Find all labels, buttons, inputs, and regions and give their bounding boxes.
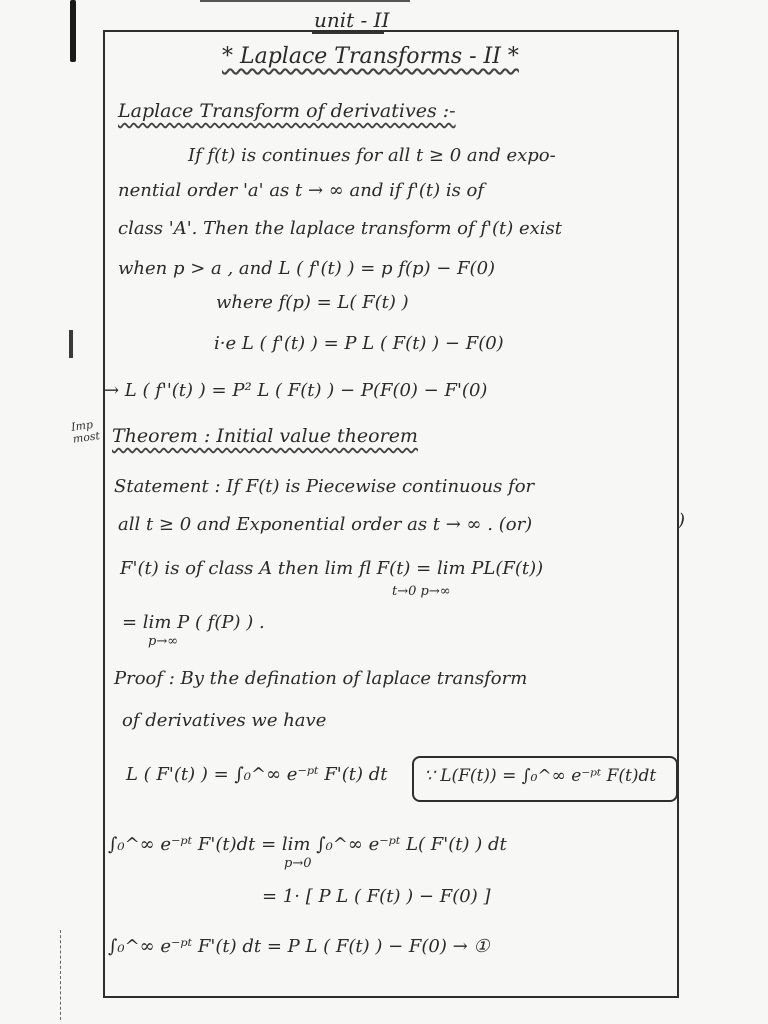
- text-line-3: class 'A'. Then the laplace transform of f'(t) exist: [118, 218, 562, 239]
- text-line-2: nential order 'a' as t → ∞ and if f'(t) is of: [118, 180, 485, 201]
- proof-integral-2: ∫₀^∞ e⁻ᵖᵗ F'(t)dt = lim ∫₀^∞ e⁻ᵖᵗ L( F'(t) ) dt: [108, 834, 507, 855]
- proof-line-2: of derivatives we have: [122, 710, 327, 731]
- limit-subscript-2: p→∞: [148, 634, 179, 649]
- limit-subscripts: t→0 p→∞: [392, 584, 451, 599]
- margin-note: [70, 418, 100, 446]
- limit-subscript-3: p→0: [284, 856, 312, 871]
- statement-line-2: all t ≥ 0 and Exponential order as t → ∞ . (or): [118, 514, 533, 535]
- definition-box-text: ∵ L(F(t)) = ∫₀^∞ e⁻ᵖᵗ F(t)dt: [424, 766, 657, 786]
- statement-line-3: F'(t) is of class A then lim fl F(t) = lim PL(F(t)): [120, 558, 544, 579]
- margin-note-most: most: [71, 429, 101, 446]
- equation-one: ∫₀^∞ e⁻ᵖᵗ F'(t) dt = P L ( F(t) ) − F(0) → ①: [108, 936, 490, 957]
- left-edge-dashes: [60, 930, 63, 1020]
- text-line-5: where f(p) = L( F(t) ): [216, 292, 409, 313]
- proof-line-3: = 1· [ P L ( F(t) ) − F(0) ]: [262, 886, 491, 907]
- unit-heading: unit - II: [314, 8, 390, 32]
- margin-note-imp: Imp: [70, 417, 94, 434]
- second-derivative-formula: → L ( f''(t) ) = P² L ( F(t) ) − P(F(0) − F'(0): [104, 380, 488, 401]
- binding-mark: [70, 0, 76, 62]
- text-line-1: If f(t) is continues for all t ≥ 0 and expo-: [188, 145, 556, 166]
- proof-integral-1: L ( F'(t) ) = ∫₀^∞ e⁻ᵖᵗ F'(t) dt: [126, 764, 388, 785]
- statement-line-4: = lim P ( f(P) ) .: [122, 612, 265, 633]
- text-line-6: i·e L ( f'(t) ) = P L ( F(t) ) − F(0): [214, 333, 504, 354]
- text-line-4: when p > a , and L ( f'(t) ) = p f(p) − F(0): [118, 258, 496, 279]
- statement-line-1: Statement : If F(t) is Piecewise continuous for: [114, 476, 535, 497]
- page-title: * Laplace Transforms - II *: [222, 44, 519, 69]
- section-heading-derivatives: Laplace Transform of derivatives :-: [118, 100, 456, 122]
- theorem-heading: Theorem : Initial value theorem: [112, 425, 418, 447]
- top-edge-line: [200, 0, 410, 2]
- proof-line-1: Proof : By the defination of laplace transform: [114, 668, 528, 689]
- stray-bracket: ): [678, 510, 686, 531]
- binding-mark-2: [69, 330, 73, 358]
